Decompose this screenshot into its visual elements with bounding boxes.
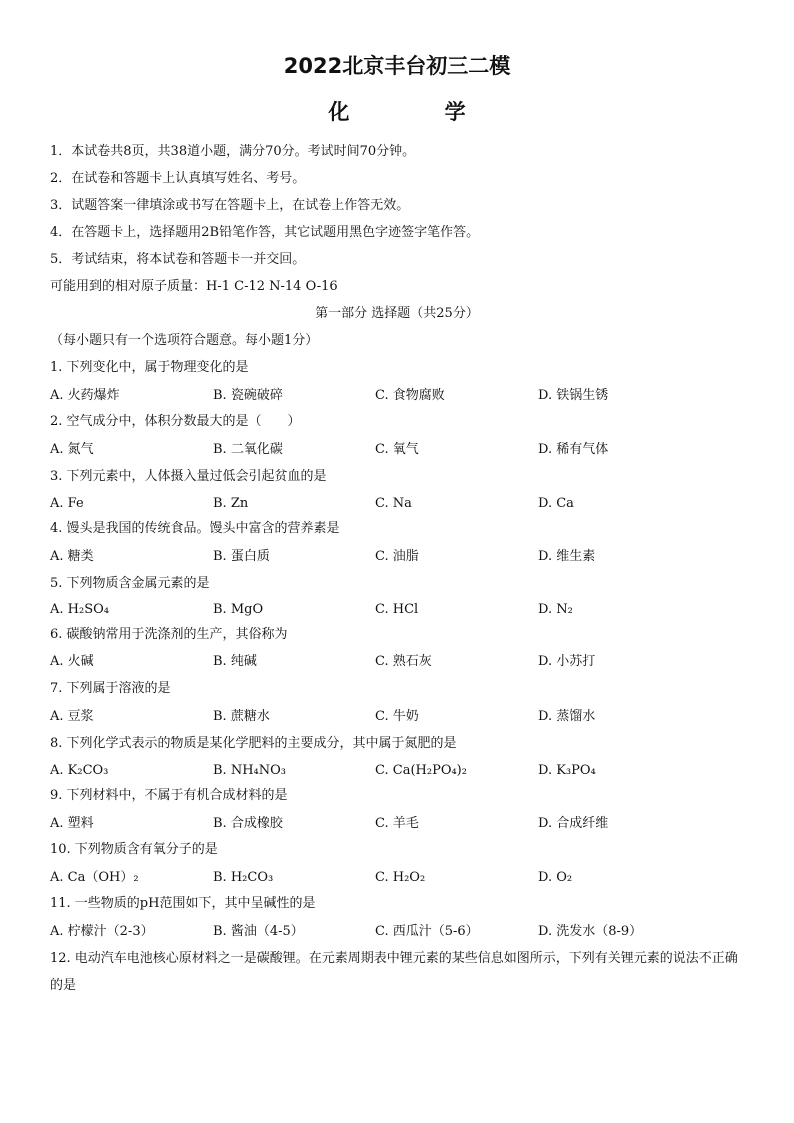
question-12-stem: 12. 电动汽车电池核心原材料之一是碳酸锂。在元素周期表中锂元素的某些信息如图所示，下列有关锂元素的说法不正确的是 — [50, 951, 738, 993]
option-d[interactable]: D. 铁锅生锈 — [538, 388, 609, 403]
question-stem: 10. 下列物质含有氧分子的是 — [50, 842, 218, 857]
option-a[interactable]: A. 豆浆 — [50, 709, 94, 724]
question-options — [50, 495, 750, 513]
option-b[interactable]: B. 纯碱 — [213, 654, 257, 669]
option-a[interactable]: A. 塑料 — [50, 816, 94, 831]
option-a[interactable]: A. 糖类 — [50, 549, 94, 564]
question-stem: 9. 下列材料中，不属于有机合成材料的是 — [50, 788, 288, 803]
question-options — [50, 601, 750, 619]
option-a[interactable]: A. 氮气 — [50, 442, 94, 457]
exam-title: 2022北京丰台初三二模 — [283, 54, 511, 78]
question-options — [50, 815, 750, 833]
option-b[interactable]: B. MgO — [213, 602, 264, 617]
option-c[interactable]: C. 羊毛 — [375, 816, 419, 831]
option-c[interactable]: C. H₂O₂ — [375, 870, 426, 885]
option-c[interactable]: C. 西瓜汁（5-6） — [375, 924, 479, 939]
option-c[interactable]: C. HCl — [375, 602, 419, 617]
option-a[interactable]: A. 火碱 — [50, 654, 94, 669]
question-stem: 2. 空气成分中，体积分数最大的是（ ） — [50, 414, 301, 429]
question-stem: 1. 下列变化中，属于物理变化的是 — [50, 360, 249, 375]
option-c[interactable]: C. 氧气 — [375, 442, 419, 457]
question-stem: 8. 下列化学式表示的物质是某化学肥料的主要成分，其中属于氮肥的是 — [50, 736, 457, 751]
option-b[interactable]: B. NH₄NO₃ — [213, 763, 286, 778]
question-options — [50, 441, 750, 459]
option-a[interactable]: A. H₂SO₄ — [50, 602, 109, 617]
option-d[interactable]: D. 合成纤维 — [538, 816, 609, 831]
option-c[interactable]: C. 牛奶 — [375, 709, 419, 724]
instruction-5: 5．考试结束，将本试卷和答题卡一并交回。 — [50, 252, 306, 267]
option-d[interactable]: D. 小苏打 — [538, 654, 596, 669]
option-d[interactable]: D. 稀有气体 — [538, 442, 609, 457]
option-b[interactable]: B. 瓷碗破碎 — [213, 388, 283, 403]
question-stem: 5. 下列物质含金属元素的是 — [50, 576, 210, 591]
option-d[interactable]: D. N₂ — [538, 602, 573, 617]
option-c[interactable]: C. 食物腐败 — [375, 388, 445, 403]
question-stem: 11. 一些物质的pH范围如下，其中呈碱性的是 — [50, 896, 316, 911]
question-options — [50, 869, 750, 887]
option-b[interactable]: B. 蛋白质 — [213, 549, 270, 564]
question-options — [50, 548, 750, 566]
atomic-masses: 可能用到的相对原子质量：H-1 C-12 N-14 O-16 — [50, 279, 338, 294]
part1-title: 第一部分 选择题（共25分） — [315, 306, 479, 321]
instruction-2: 2．在试卷和答题卡上认真填写姓名、考号。 — [50, 171, 306, 186]
option-a[interactable]: A. Fe — [50, 496, 84, 511]
option-a[interactable]: A. K₂CO₃ — [50, 763, 109, 778]
instruction-3: 3．试题答案一律填涂或书写在答题卡上，在试卷上作答无效。 — [50, 198, 410, 213]
option-b[interactable]: B. Zn — [213, 496, 249, 511]
option-a[interactable]: A. 柠檬汁（2-3） — [50, 924, 154, 939]
option-c[interactable]: C. 油脂 — [375, 549, 419, 564]
option-b[interactable]: B. H₂CO₃ — [213, 870, 274, 885]
option-a[interactable]: A. Ca（OH）₂ — [50, 870, 139, 885]
option-b[interactable]: B. 二氧化碳 — [213, 442, 283, 457]
option-c[interactable]: C. 熟石灰 — [375, 654, 432, 669]
option-d[interactable]: D. 维生素 — [538, 549, 596, 564]
option-d[interactable]: D. O₂ — [538, 870, 573, 885]
option-d[interactable]: D. Ca — [538, 496, 574, 511]
question-options — [50, 708, 750, 726]
part1-note: （每小题只有一个选项符合题意。每小题1分） — [50, 333, 319, 348]
question-options — [50, 762, 750, 780]
option-b[interactable]: B. 合成橡胶 — [213, 816, 283, 831]
option-d[interactable]: D. 蒸馏水 — [538, 709, 596, 724]
option-c[interactable]: C. Ca(H₂PO₄)₂ — [375, 763, 467, 778]
instruction-4: 4．在答题卡上，选择题用2B铅笔作答，其它试题用黑色字迹签字笔作答。 — [50, 225, 480, 240]
subject-title: 化 学 — [328, 100, 510, 124]
option-b[interactable]: B. 蔗糖水 — [213, 709, 270, 724]
question-stem: 6. 碳酸钠常用于洗涤剂的生产，其俗称为 — [50, 627, 288, 642]
question-options — [50, 923, 750, 941]
option-b[interactable]: B. 酱油（4-5） — [213, 924, 304, 939]
question-options — [50, 653, 750, 671]
question-options — [50, 387, 750, 405]
option-d[interactable]: D. 洗发水（8-9） — [538, 924, 643, 939]
option-a[interactable]: A. 火药爆炸 — [50, 388, 120, 403]
option-d[interactable]: D. K₃PO₄ — [538, 763, 596, 778]
instruction-1: 1．本试卷共8页，共38道小题，满分70分。考试时间70分钟。 — [50, 144, 416, 159]
question-stem: 7. 下列属于溶液的是 — [50, 681, 171, 696]
question-stem: 4. 馒头是我国的传统食品。馒头中富含的营养素是 — [50, 521, 340, 536]
question-stem: 3. 下列元素中，人体摄入量过低会引起贫血的是 — [50, 469, 327, 484]
option-c[interactable]: C. Na — [375, 496, 412, 511]
